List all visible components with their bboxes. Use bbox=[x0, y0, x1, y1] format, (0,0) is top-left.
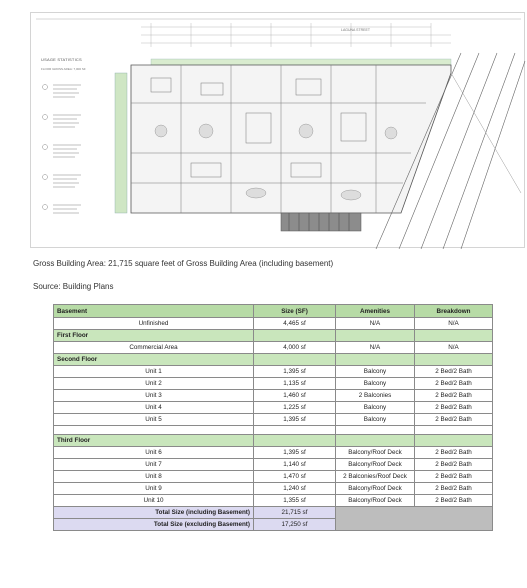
table-row bbox=[54, 402, 493, 414]
table-row bbox=[54, 459, 493, 471]
header-amenities: Amenities bbox=[336, 305, 415, 318]
row-breakdown: 2 Bed/2 Bath bbox=[415, 459, 493, 471]
usage-statistics-title: USAGE STATISTICS bbox=[41, 57, 82, 62]
row-name: Unit 8 bbox=[54, 471, 254, 483]
table-row bbox=[54, 390, 493, 402]
row-size: 1,395 sf bbox=[254, 414, 336, 426]
row-amenities: Balcony/Roof Deck bbox=[336, 447, 415, 459]
table-row bbox=[54, 366, 493, 378]
row-breakdown: 2 Bed/2 Bath bbox=[415, 495, 493, 507]
row-size: 4,000 sf bbox=[254, 342, 336, 354]
row-breakdown: 2 Bed/2 Bath bbox=[415, 447, 493, 459]
row-name: Unit 3 bbox=[54, 390, 254, 402]
row-size: 1,395 sf bbox=[254, 366, 336, 378]
row-name: Unit 6 bbox=[54, 447, 254, 459]
row-amenities: 2 Balconies bbox=[336, 390, 415, 402]
row-amenities: Balcony bbox=[336, 414, 415, 426]
header-size: Size (SF) bbox=[254, 305, 336, 318]
row-name: Unit 7 bbox=[54, 459, 254, 471]
section-second-floor bbox=[54, 354, 493, 366]
header-basement: Basement bbox=[54, 305, 254, 318]
row-name: Unit 9 bbox=[54, 483, 254, 495]
section-label: Second Floor bbox=[54, 354, 254, 366]
row-breakdown: 2 Bed/2 Bath bbox=[415, 378, 493, 390]
row-size: 1,240 sf bbox=[254, 483, 336, 495]
table-row bbox=[54, 447, 493, 459]
row-name: Unit 5 bbox=[54, 414, 254, 426]
row-amenities: N/A bbox=[336, 342, 415, 354]
totals-blank-cell bbox=[336, 507, 493, 531]
row-amenities: 2 Balconies/Roof Deck bbox=[336, 471, 415, 483]
gross-area-caption: Gross Building Area: 21,715 square feet of Gross Building Area (including basement) bbox=[33, 259, 334, 268]
usage-statistics-subtitle: FLOOR GROSS AREA: 7,000 SF bbox=[41, 67, 86, 71]
table-header-row bbox=[54, 305, 493, 318]
row-name: Commercial Area bbox=[54, 342, 254, 354]
header-breakdown: Breakdown bbox=[415, 305, 493, 318]
row-amenities: Balcony bbox=[336, 378, 415, 390]
row-breakdown: 2 Bed/2 Bath bbox=[415, 366, 493, 378]
table-row bbox=[54, 495, 493, 507]
row-size: 1,470 sf bbox=[254, 471, 336, 483]
row-amenities: Balcony/Roof Deck bbox=[336, 459, 415, 471]
table-row bbox=[54, 378, 493, 390]
row-amenities: Balcony bbox=[336, 366, 415, 378]
row-name: Unfinished bbox=[54, 318, 254, 330]
row-amenities: Balcony/Roof Deck bbox=[336, 495, 415, 507]
row-size: 1,395 sf bbox=[254, 447, 336, 459]
row-name: Unit 2 bbox=[54, 378, 254, 390]
row-breakdown: 2 Bed/2 Bath bbox=[415, 471, 493, 483]
row-breakdown: 2 Bed/2 Bath bbox=[415, 414, 493, 426]
row-size: 1,225 sf bbox=[254, 402, 336, 414]
row-breakdown: N/A bbox=[415, 318, 493, 330]
table-row bbox=[54, 483, 493, 495]
spacer-row bbox=[54, 426, 493, 435]
total-value: 21,715 sf bbox=[254, 507, 336, 519]
row-name: Unit 10 bbox=[54, 495, 254, 507]
floor-plan-drawing bbox=[30, 12, 525, 248]
table-row bbox=[54, 471, 493, 483]
table-row bbox=[54, 318, 493, 330]
section-third-floor bbox=[54, 435, 493, 447]
row-amenities: Balcony/Roof Deck bbox=[336, 483, 415, 495]
row-size: 1,135 sf bbox=[254, 378, 336, 390]
section-first-floor bbox=[54, 330, 493, 342]
table-row bbox=[54, 342, 493, 354]
source-caption: Source: Building Plans bbox=[33, 282, 114, 291]
total-label: Total Size (excluding Basement) bbox=[54, 519, 254, 531]
row-name: Unit 1 bbox=[54, 366, 254, 378]
section-label: Third Floor bbox=[54, 435, 254, 447]
section-label: First Floor bbox=[54, 330, 254, 342]
row-amenities: N/A bbox=[336, 318, 415, 330]
table-row bbox=[54, 414, 493, 426]
row-size: 1,140 sf bbox=[254, 459, 336, 471]
row-size: 4,465 sf bbox=[254, 318, 336, 330]
row-breakdown: 2 Bed/2 Bath bbox=[415, 483, 493, 495]
total-value: 17,250 sf bbox=[254, 519, 336, 531]
row-amenities: Balcony bbox=[336, 402, 415, 414]
row-breakdown: 2 Bed/2 Bath bbox=[415, 402, 493, 414]
total-label: Total Size (including Basement) bbox=[54, 507, 254, 519]
row-size: 1,460 sf bbox=[254, 390, 336, 402]
row-name: Unit 4 bbox=[54, 402, 254, 414]
total-row-including-basement bbox=[54, 507, 493, 519]
row-breakdown: N/A bbox=[415, 342, 493, 354]
building-breakdown-table bbox=[53, 304, 493, 531]
floor-plan-svg bbox=[31, 13, 526, 249]
street-label: LAGUNA STREET bbox=[341, 28, 370, 32]
row-breakdown: 2 Bed/2 Bath bbox=[415, 390, 493, 402]
row-size: 1,355 sf bbox=[254, 495, 336, 507]
